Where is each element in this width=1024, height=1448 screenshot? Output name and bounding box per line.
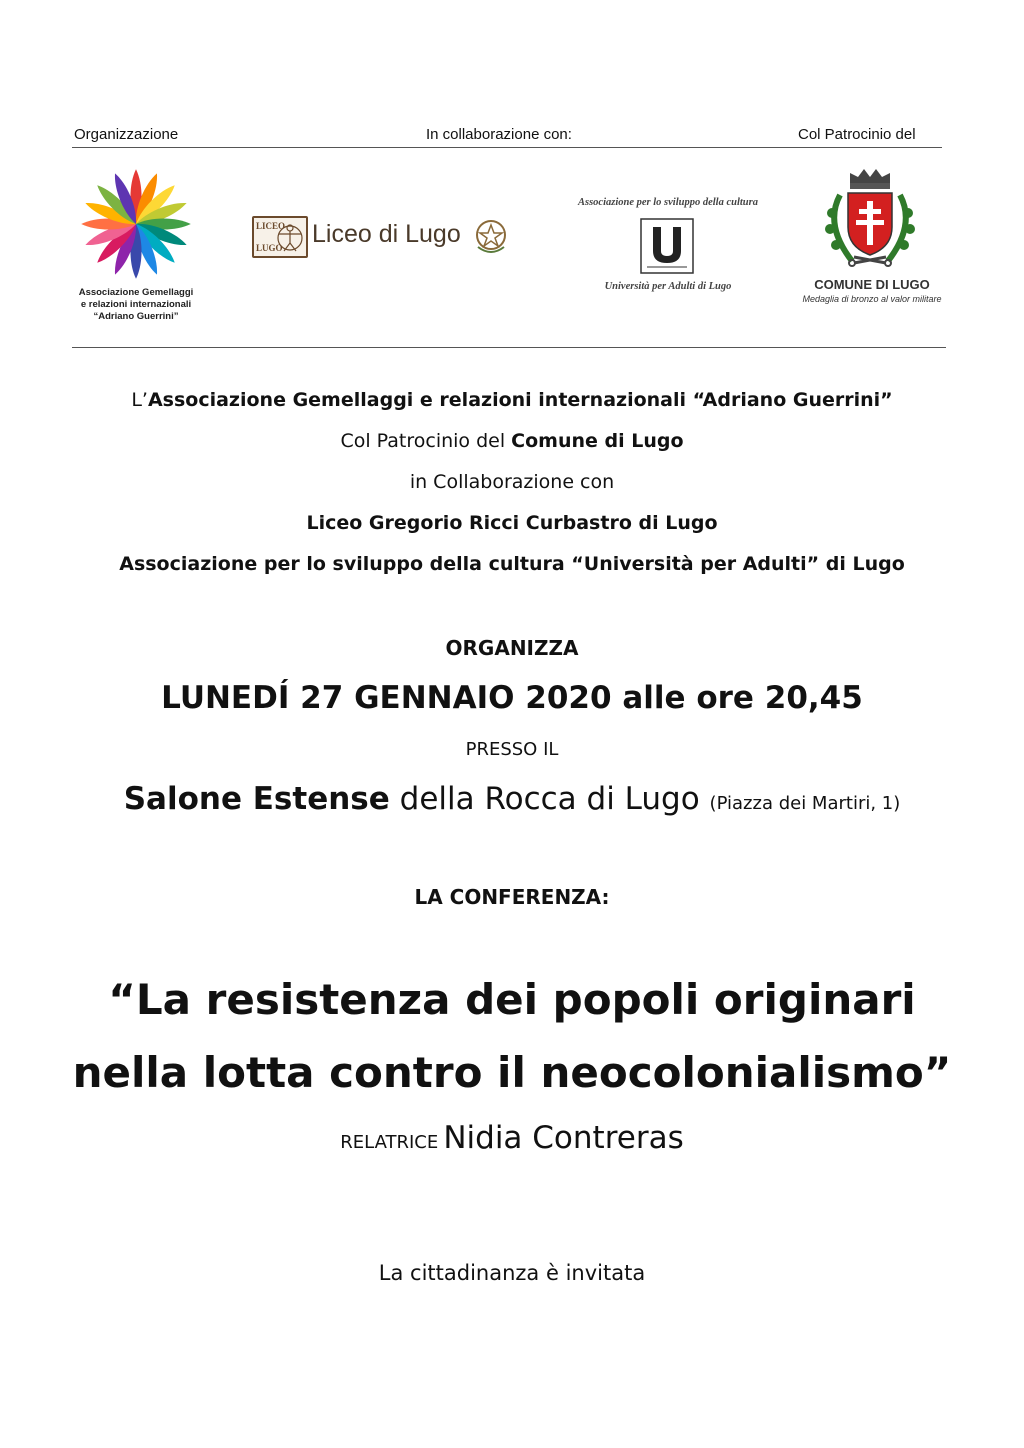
conference-title-line2: nella lotta contro il neocolonialismo”	[72, 1048, 952, 1097]
liceo-badge-top: LICEO	[256, 221, 286, 231]
relatrice-line	[0, 1120, 1024, 1156]
gemellaggi-caption-line2: e relazioni internazionali	[80, 299, 192, 310]
header-divider	[72, 147, 942, 148]
intro-l1-bold: Associazione Gemellaggi e relazioni internazionali “Adriano Guerrini”	[147, 389, 893, 411]
intro-line-4: Liceo Gregorio Ricci Curbastro di Lugo	[306, 512, 718, 534]
logos-divider	[72, 347, 946, 348]
intro-l2-prefix: Col Patrocinio del	[340, 430, 512, 452]
intro-line-3: in Collaborazione con	[409, 471, 615, 493]
universita-top-text: Associazione per lo sviluppo della cultura	[578, 197, 758, 208]
event-date: LUNEDÍ 27 GENNAIO 2020 alle ore 20,45	[161, 680, 863, 716]
intro-line-1	[0, 389, 1024, 411]
invito-text: La cittadinanza è invitata	[378, 1261, 646, 1285]
flower-icon	[72, 165, 200, 283]
liceo-logo	[252, 214, 510, 260]
comune-name: COMUNE DI LUGO	[814, 277, 930, 292]
universita-bottom-text: Università per Adulti di Lugo	[604, 281, 732, 292]
gemellaggi-logo	[72, 165, 200, 325]
comune-logo	[798, 165, 946, 309]
venue-address: (Piazza dei Martiri, 1)	[709, 793, 901, 814]
relatrice-name: Nidia Contreras	[443, 1120, 684, 1156]
vitruvian-icon	[276, 221, 304, 253]
intro-l2-bold: Comune di Lugo	[511, 430, 684, 452]
intro-line-2	[0, 430, 1024, 452]
conferenza-label: LA CONFERENZA:	[414, 885, 610, 909]
header-patrocinio: Col Patrocinio del	[798, 126, 916, 143]
gemellaggi-caption	[72, 287, 200, 323]
universita-u-icon	[639, 217, 695, 275]
relatrice-label: RELATRICE	[340, 1132, 439, 1153]
conference-title-line1: “La resistenza dei popoli originari	[108, 975, 916, 1024]
gemellaggi-caption-line3: “Adriano Guerrini”	[93, 311, 179, 322]
organizza-label: ORGANIZZA	[445, 636, 579, 660]
liceo-name: Liceo di Lugo	[312, 220, 461, 248]
liceo-badge	[252, 216, 308, 258]
comune-subtitle: Medaglia di bronzo al valor militare	[802, 294, 942, 304]
intro-line-5: Associazione per lo sviluppo della cultura “Università per Adulti” di Lugo	[119, 553, 905, 575]
liceo-badge-bottom: LUGO	[256, 243, 283, 253]
repubblica-emblem-icon	[474, 217, 508, 255]
intro-l1-prefix: L’	[131, 389, 148, 411]
header-organizzazione: Organizzazione	[74, 126, 179, 143]
venue-name: Salone Estense	[123, 781, 390, 817]
comune-crest-icon	[818, 165, 922, 275]
universita-logo	[566, 197, 770, 299]
presso-label: PRESSO IL	[465, 739, 559, 760]
header-collaborazione: In collaborazione con:	[426, 126, 572, 143]
venue-line	[0, 781, 1024, 817]
venue-rest: della Rocca di Lugo	[389, 781, 700, 817]
gemellaggi-caption-line1: Associazione Gemellaggi	[78, 287, 194, 298]
